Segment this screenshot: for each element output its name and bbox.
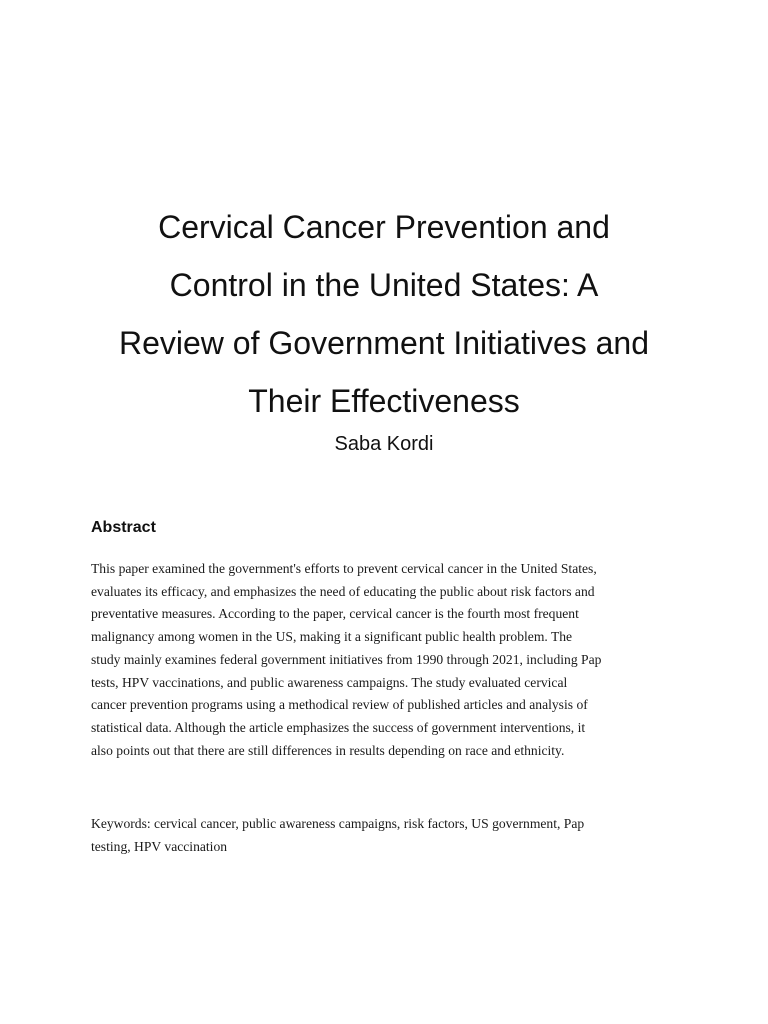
- abstract-line: cancer prevention programs using a methodical review of published articles and analysis of: [91, 697, 588, 713]
- keywords: [91, 813, 687, 858]
- abstract-line: evaluates its efficacy, and emphasizes the need of educating the public about risk factors and: [91, 583, 595, 599]
- abstract-line: malignancy among women in the US, making it a significant public health problem. The: [91, 629, 573, 645]
- abstract-heading: Abstract: [91, 519, 156, 536]
- author-name: Saba Kordi: [334, 433, 434, 455]
- title-line: Their Effectiveness: [248, 383, 520, 419]
- abstract-line: This paper examined the government's efforts to prevent cervical cancer in the United States,: [91, 561, 597, 576]
- abstract-body: [91, 558, 687, 762]
- paper-title: [60, 198, 708, 430]
- title-line: Cervical Cancer Prevention and: [158, 209, 610, 245]
- title-line: Review of Government Initiatives and: [118, 325, 650, 361]
- abstract-line: preventative measures. According to the paper, cervical cancer is the fourth most frequent: [91, 606, 579, 622]
- keywords-line: Keywords: cervical cancer, public awareness campaigns, risk factors, US government, Pap: [91, 816, 585, 831]
- title-line: Control in the United States: A: [169, 267, 599, 303]
- abstract-line: study mainly examines federal government initiatives from 1990 through 2021, including Pap: [91, 651, 602, 667]
- abstract-line: statistical data. Although the article emphasizes the success of government interventions, it: [91, 719, 586, 735]
- abstract-line: tests, HPV vaccinations, and public awareness campaigns. The study evaluated cervical: [91, 674, 568, 690]
- keywords-line: testing, HPV vaccination: [91, 838, 228, 854]
- abstract-line: also points out that there are still differences in results depending on race and ethnicity.: [91, 742, 565, 758]
